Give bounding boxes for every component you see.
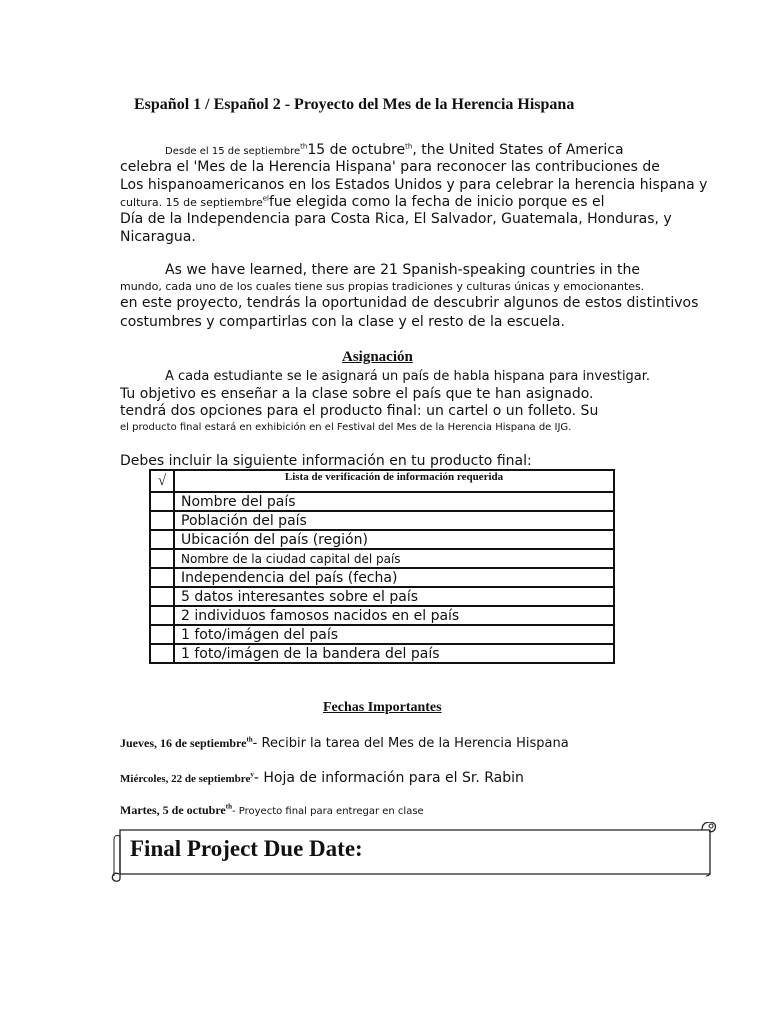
checkbox-cell[interactable]: [150, 606, 174, 625]
intro-line-6: Nicaragua.: [120, 229, 196, 245]
checklist-item: 1 foto/imágen del país: [174, 625, 614, 644]
checklist-row: [150, 568, 614, 587]
intro-line-5: Día de la Independencia para Costa Rica, El Salvador, Guatemala, Honduras, y: [120, 211, 672, 227]
asignacion-line-1: A cada estudiante se le asignará un país de habla hispana para investigar.: [165, 369, 651, 384]
banner-text: Final Project Due Date:: [130, 836, 363, 861]
checklist-row: [150, 511, 614, 530]
checkbox-cell[interactable]: [150, 587, 174, 606]
checklist-item: Nombre de la ciudad capital del país: [174, 549, 614, 568]
checklist-row: [150, 606, 614, 625]
date-item-1: [120, 736, 569, 751]
checklist-row: [150, 549, 614, 568]
date-item-2-text: - Hoja de información para el Sr. Rabin: [253, 770, 524, 786]
intro-sup-2: th: [405, 142, 413, 151]
intro-date-start: Desde el 15 de septiembre: [165, 146, 301, 157]
intro-sup-1: th: [300, 142, 308, 151]
checkbox-cell[interactable]: [150, 644, 174, 663]
date-item-1-text: - Recibir la tarea del Mes de la Herencia Hispana: [252, 736, 569, 751]
intro-line-3: Los hispanoamericanos en los Estados Unidos y para celebrar la herencia hispana y: [120, 177, 708, 193]
checkbox-cell[interactable]: [150, 568, 174, 587]
intro-line-2: celebra el 'Mes de la Herencia Hispana' para reconocer las contribuciones de: [120, 159, 660, 175]
intro-sup-3: el: [262, 194, 269, 203]
checklist-item: 5 datos interesantes sobre el país: [174, 587, 614, 606]
checklist-row: [150, 625, 614, 644]
asignacion-line-2: Tu objetivo es enseñar a la clase sobre el país que te han asignado.: [120, 386, 594, 402]
checkbox-cell[interactable]: [150, 549, 174, 568]
date-item-1-date: Jueves, 16 de septiembre: [120, 736, 247, 750]
page-title: Español 1 / Español 2 - Proyecto del Mes de la Herencia Hispana: [134, 96, 575, 113]
date-item-3-sup: th: [225, 802, 232, 811]
checklist-table: [149, 469, 615, 664]
date-item-3: [120, 803, 424, 818]
checklist-row: [150, 644, 614, 663]
date-item-1-sup: th: [246, 735, 253, 744]
para2-line-2: mundo, cada uno de los cuales tiene sus propias tradiciones y culturas únicas y emocionantes.: [120, 280, 645, 293]
date-item-2-date: Miércoles, 22 de septiembre: [120, 773, 251, 785]
para2-line-4: costumbres y compartirlas con la clase y el resto de la escuela.: [120, 314, 565, 330]
fechas-heading: Fechas Importantes: [323, 700, 442, 715]
intro-line-1-end: , the United States of America: [412, 142, 624, 158]
checklist-row: [150, 492, 614, 511]
checkbox-cell[interactable]: [150, 625, 174, 644]
checklist-header-row: [150, 470, 614, 492]
date-item-2-sup: y: [250, 770, 254, 779]
checklist-item: Ubicación del país (región): [174, 530, 614, 549]
checklist-row: [150, 587, 614, 606]
checkbox-cell[interactable]: [150, 511, 174, 530]
checkbox-cell[interactable]: [150, 530, 174, 549]
checklist-intro: Debes incluir la siguiente información en tu producto final:: [120, 453, 532, 469]
checkbox-cell[interactable]: [150, 492, 174, 511]
para2-line-1: As we have learned, there are 21 Spanish-speaking countries in the: [165, 262, 640, 278]
date-item-3-text: - Proyecto final para entregar en clase: [231, 806, 424, 817]
checklist-item: 1 foto/imágen de la bandera del país: [174, 644, 614, 663]
date-item-2: [120, 770, 524, 786]
asignacion-heading: Asignación: [342, 349, 413, 365]
para2-line-3: en este proyecto, tendrás la oportunidad de descubrir algunos de estos distintivos: [120, 295, 699, 311]
checklist-item: 2 individuos famosos nacidos en el país: [174, 606, 614, 625]
intro-date-end: 15 de octubre: [307, 142, 406, 158]
checklist-column-header: Lista de verificación de información requerida: [174, 470, 614, 492]
checklist-item: Población del país: [174, 511, 614, 530]
intro-line-4-end: fue elegida como la fecha de inicio porque es el: [269, 194, 605, 210]
intro-line-4-start: cultura. 15 de septiembre: [120, 196, 263, 209]
asignacion-line-4: el producto final estará en exhibición en el Festival del Mes de la Herencia Hispana de IJG.: [120, 422, 572, 433]
checklist-row: [150, 530, 614, 549]
checklist-item: Independencia del país (fecha): [174, 568, 614, 587]
check-column-header: √: [150, 470, 174, 492]
checklist-item: Nombre del país: [174, 492, 614, 511]
asignacion-line-3: tendrá dos opciones para el producto final: un cartel o un folleto. Su: [120, 403, 599, 419]
date-item-3-date: Martes, 5 de octubre: [120, 803, 226, 817]
